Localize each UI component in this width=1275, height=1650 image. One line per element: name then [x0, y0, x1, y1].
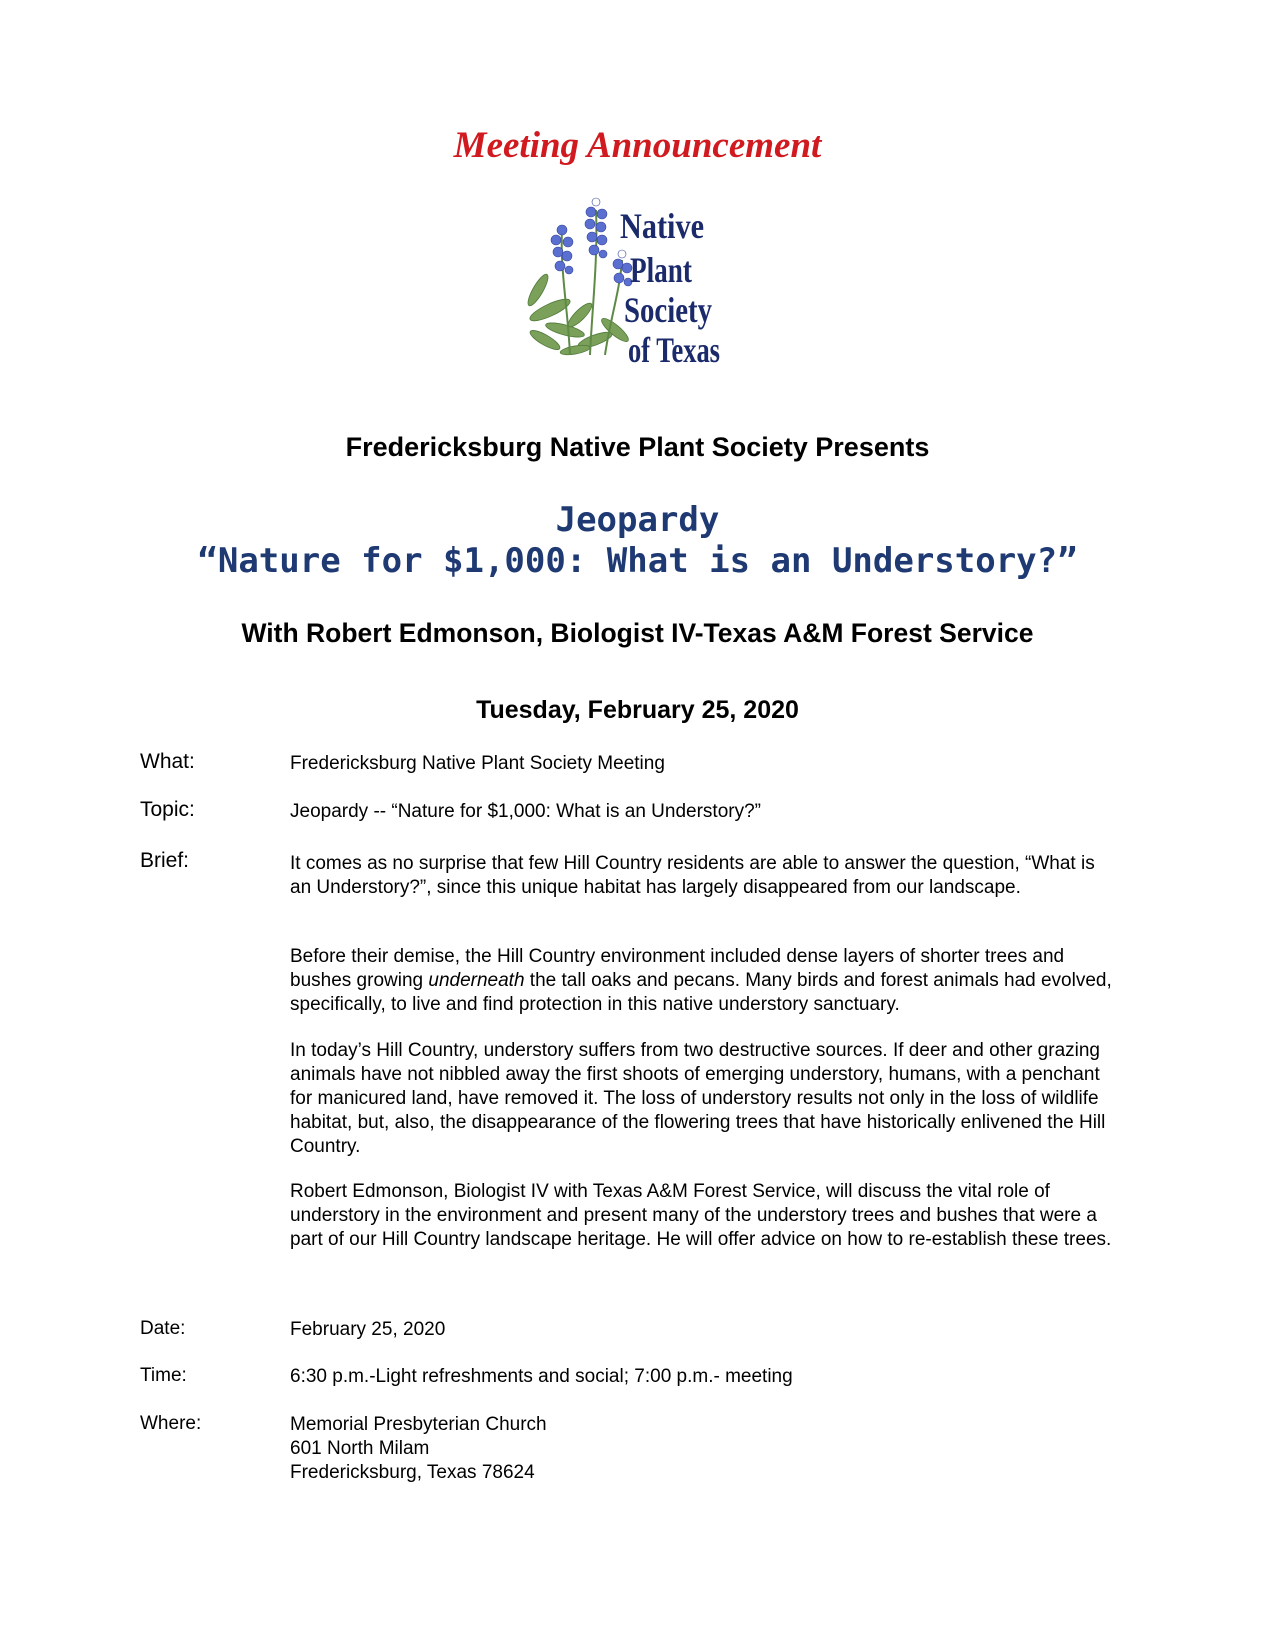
topic-label: Topic:	[140, 798, 195, 821]
leaf-icon	[525, 272, 632, 357]
where-line-1: Memorial Presbyterian Church	[290, 1414, 547, 1435]
where-line-2: 601 North Milam	[290, 1438, 430, 1459]
date-value: February 25, 2020	[290, 1319, 446, 1340]
logo-text	[620, 206, 720, 370]
presenter-line: Fredericksburg Native Plant Society Presents	[345, 432, 930, 462]
svg-text:Society: Society	[624, 290, 712, 330]
brief-paragraph-3: In today’s Hill Country, understory suffers from two destructive sources. If deer and other grazing animals have not nibbled away the first shoots of emerging understory, humans, with a penchant for manicured land, have removed it. The loss of understory results not only in the loss of wildlife habitat, but, also, the disappearance of the flowering trees that have historically enlivened the Hill Country.	[290, 1040, 1106, 1157]
topic-value: Jeopardy -- “Nature for $1,000: What is an Understory?”	[290, 801, 761, 822]
speaker-line: With Robert Edmonson, Biologist IV-Texas A&M Forest Service	[241, 618, 1034, 648]
time-value: 6:30 p.m.-Light refreshments and social; 7:00 p.m.- meeting	[290, 1366, 793, 1387]
talk-title-line-2: “Nature for $1,000: What is an Understory?”	[197, 541, 1078, 581]
what-value: Fredericksburg Native Plant Society Meeting	[290, 753, 665, 774]
where-label: Where:	[140, 1413, 202, 1434]
where-line-3: Fredericksburg, Texas 78624	[290, 1462, 535, 1483]
page-heading: Meeting Announcement	[453, 125, 822, 166]
time-label: Time:	[140, 1365, 187, 1386]
brief-paragraph-1: It comes as no surprise that few Hill Country residents are able to answer the question, “What is an Understory?”, since this unique habitat has largely disappeared from our landscape.	[290, 853, 1095, 898]
date-heading: Tuesday, February 25, 2020	[476, 696, 799, 724]
where-value	[290, 1413, 1120, 1485]
svg-text:Native: Native	[620, 206, 705, 246]
brief-label: Brief:	[140, 849, 190, 872]
svg-text:of Texas: of Texas	[628, 330, 720, 370]
native-plant-society-logo	[520, 190, 745, 375]
brief-paragraph-2: Before their demise, the Hill Country environment included dense layers of shorter trees and bushes growing underneath the tall oaks and pecans. Many birds and forest animals had evolved, specifically, to live and find protection in this native understory sanctuary.	[290, 946, 1112, 1015]
date-label: Date:	[140, 1318, 186, 1339]
brief-paragraph-4: Robert Edmonson, Biologist IV with Texas A&M Forest Service, will discuss the vital role of understory in the environment and present many of the understory trees and bushes that were a part of our Hill Country landscape heritage. He will offer advice on how to re-establish these trees.	[290, 1181, 1112, 1250]
talk-title-line-1: Jeopardy	[555, 500, 720, 540]
svg-text:Plant: Plant	[630, 250, 692, 290]
what-label: What:	[140, 750, 195, 773]
